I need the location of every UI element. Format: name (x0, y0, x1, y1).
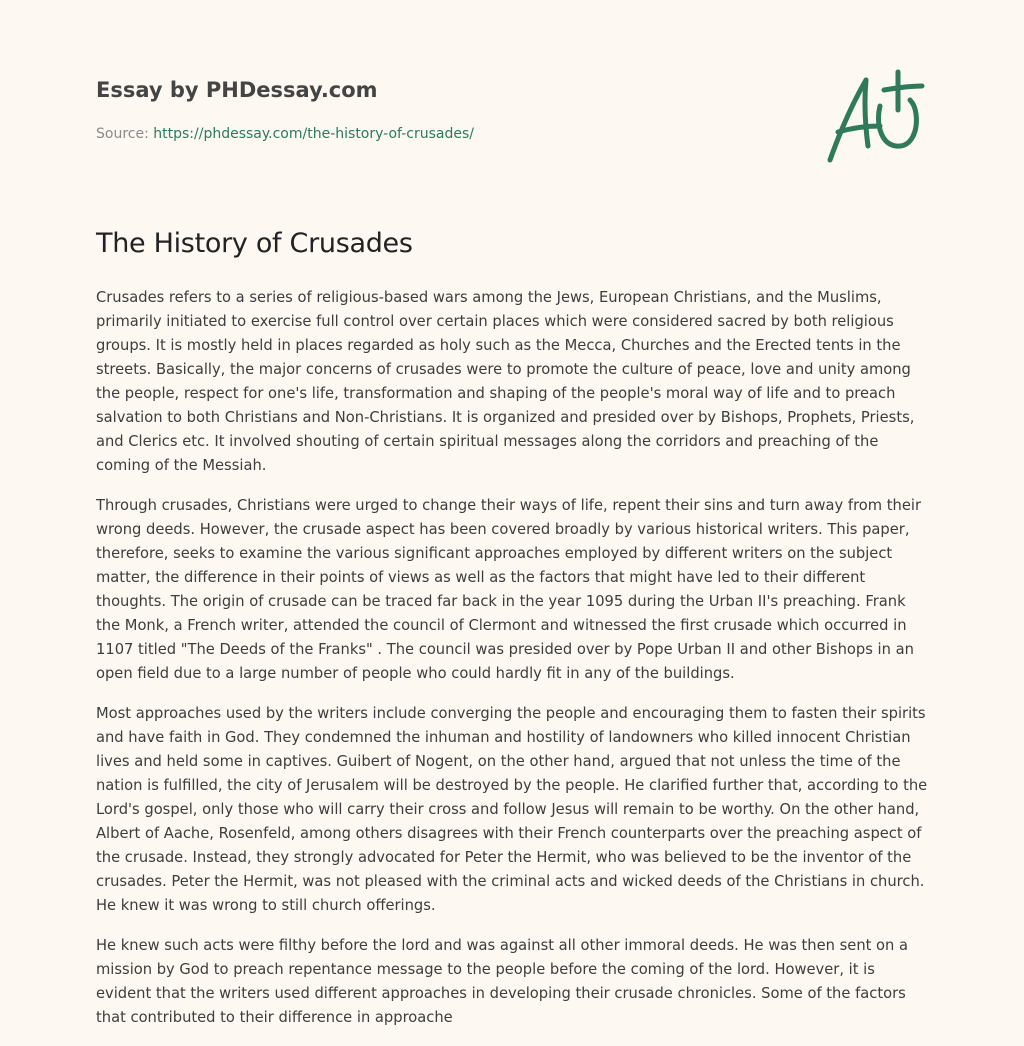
source-link[interactable]: https://phdessay.com/the-history-of-crusades/ (153, 126, 474, 142)
a-plus-grade-icon (818, 66, 930, 166)
essay-paragraph: He knew such acts were filthy before the lord and was against all other immoral deeds. He was then sent on a mission by God to preach repentance message to the people before the coming of the lord. However, it is evident that the writers used different approaches in developing their crusade chronicles. Some of the factors that contributed to their difference in approache (96, 937, 909, 1026)
site-title: Essay by PHDessay.com (96, 78, 378, 102)
source-label: Source: (96, 126, 154, 142)
source-line (96, 124, 796, 144)
page-header (96, 76, 796, 144)
essay-body (96, 286, 928, 1046)
essay-title: The History of Crusades (96, 228, 413, 259)
essay-paragraph: Crusades refers to a series of religious-based wars among the Jews, European Christians, and the Muslims, primarily initiated to exercise full control over certain places which were considered sacred by both religious groups. It is mostly held in places regarded as holy such as the Mecca, Churches and the Erected tents in the streets. Basically, the major concerns of crusades were to promote the culture of peace, love and unity among the people, respect for one's life, transformation and shaping of the people's moral way of life and to preach salvation to both Christians and Non-Christians. It is organized and presided over by Bishops, Prophets, Priests, and Clerics etc. It involved shouting of certain spiritual messages along the corridors and preaching of the coming of the Messiah. (96, 289, 915, 474)
essay-paragraph: Most approaches used by the writers include converging the people and encouraging them to fasten their spirits and have faith in God. They condemned the inhuman and hostility of landowners who killed innocent Christian lives and held some in captives. Guibert of Nogent, on the other hand, argued that not unless the time of the nation is fulfilled, the city of Jerusalem will be destroyed by the people. He clarified further that, according to the Lord's gospel, only those who will carry their cross and follow Jesus will remain to be worthy. On the other hand, Albert of Aache, Rosenfeld, among others disagrees with their French counterparts over the preaching aspect of the crusade. Instead, they strongly advocated for Peter the Hermit, who was believed to be the inventor of the crusades. Peter the Hermit, was not pleased with the criminal acts and wicked deeds of the Christians in church. He knew it was wrong to still church offerings. (96, 705, 928, 914)
essay-paragraph: Through crusades, Christians were urged to change their ways of life, repent their sins and turn away from their wrong deeds. However, the crusade aspect has been covered broadly by various historical writers. This paper, therefore, seeks to examine the various significant approaches employed by different writers on the subject matter, the difference in their points of views as well as the factors that might have led to their different thoughts. The origin of crusade can be traced far back in the year 1095 during the Urban II's preaching. Frank the Monk, a French writer, attended the council of Clermont and witnessed the first crusade which occurred in 1107 titled "The Deeds of the Franks" . The council was presided over by Pope Urban II and other Bishops in an open field due to a large number of people who could hardly fit in any of the buildings. (96, 497, 921, 682)
